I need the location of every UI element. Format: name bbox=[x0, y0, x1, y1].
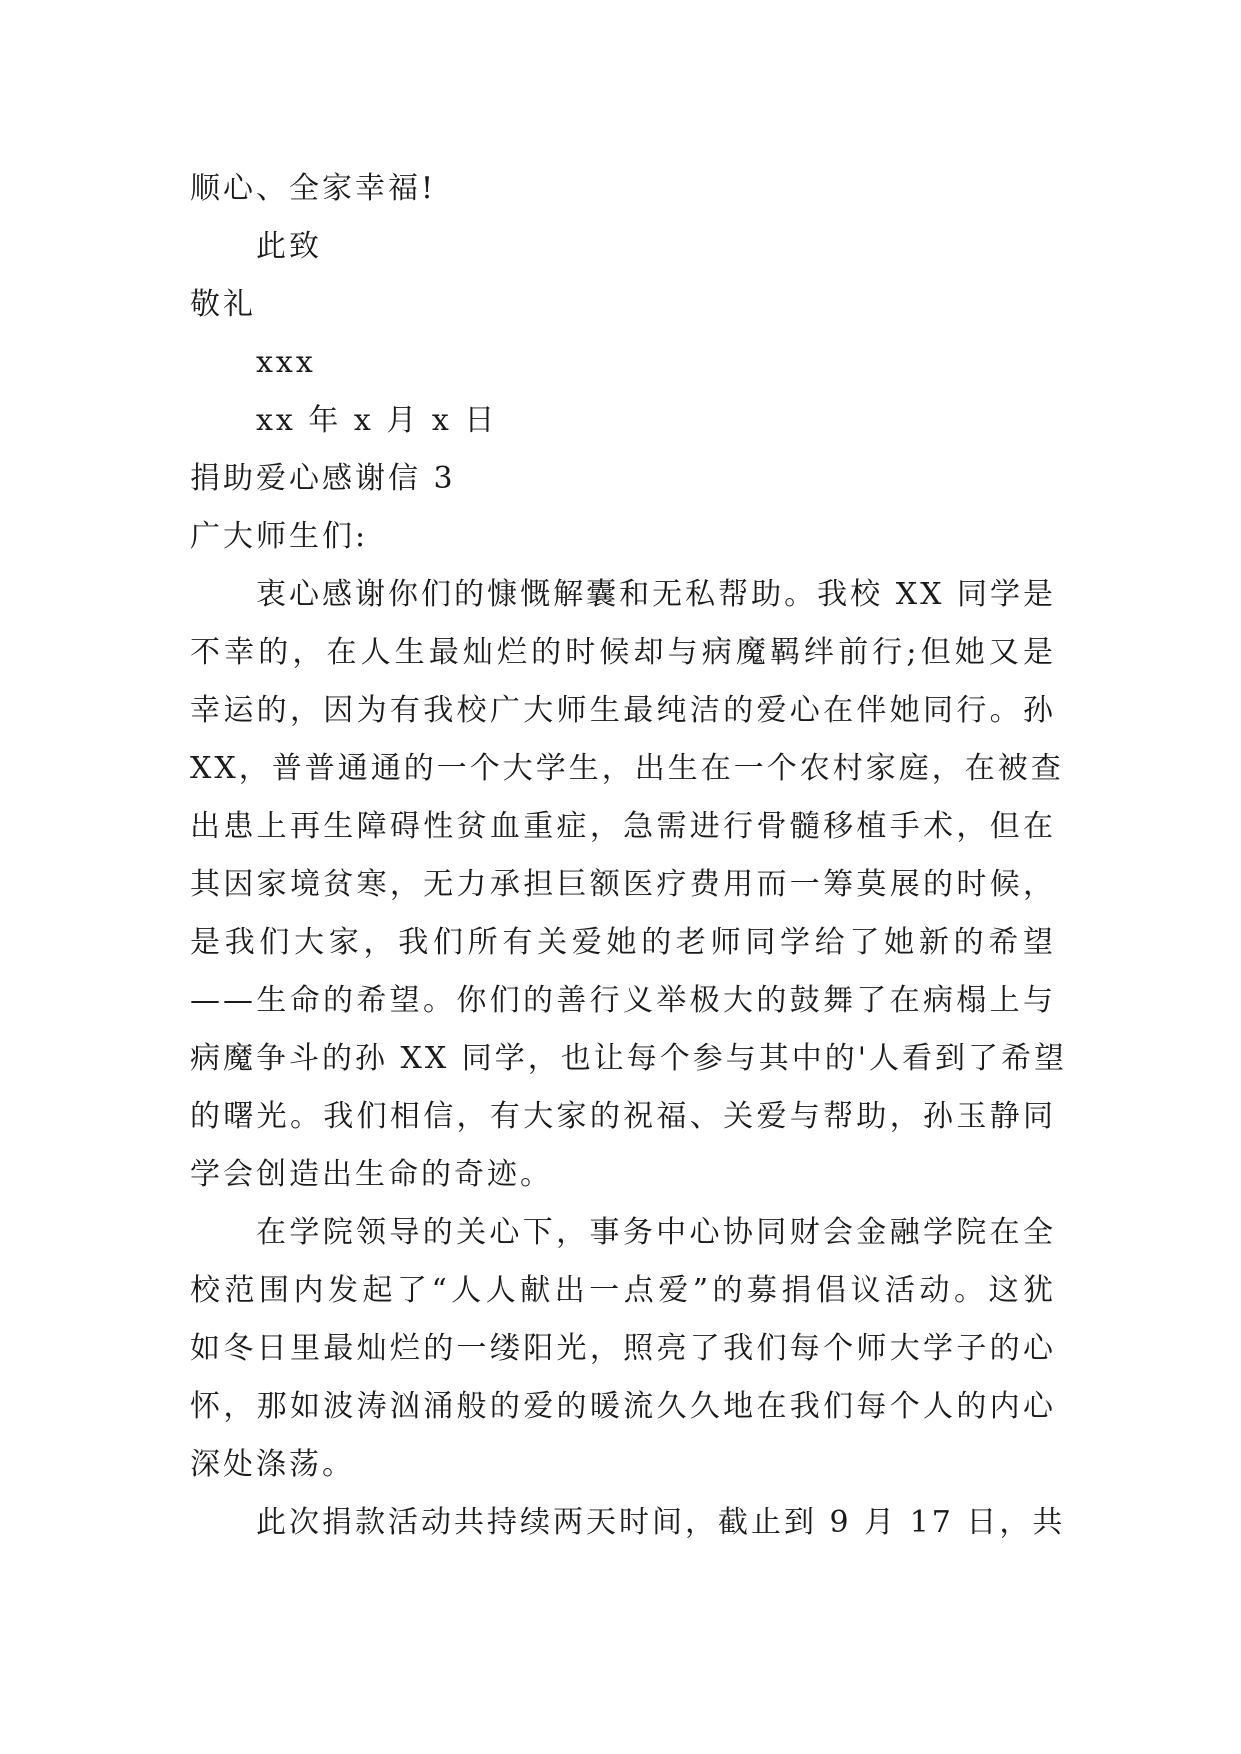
date-line: xx 年 x 月 x 日 bbox=[256, 403, 498, 438]
paragraph-3 bbox=[190, 1494, 1066, 1552]
paragraph-line: 在学院领导的关心下，事务中心协同财会金融学院在全 bbox=[256, 1215, 1056, 1250]
paragraph-line: 怀，那如波涛汹涌般的爱的暖流久久地在我们每个人的内心 bbox=[190, 1389, 1056, 1424]
paragraph-line: 衷心感谢你们的慷慨解囊和无私帮助。我校 XX 同学是 bbox=[256, 577, 1056, 612]
paragraph-line: 的曙光。我们相信，有大家的祝福、关爱与帮助，孙玉静同 bbox=[190, 1099, 1056, 1134]
paragraph-line: 深处涤荡。 bbox=[190, 1447, 355, 1482]
paragraph-line: 是我们大家，我们所有关爱她的老师同学给了她新的希望 bbox=[190, 925, 1056, 960]
signature: xxx bbox=[256, 345, 316, 380]
salutation-jingli: 敬礼 bbox=[190, 287, 256, 322]
paragraph-line: ——生命的希望。你们的善行义举极大的鼓舞了在病榻上与 bbox=[190, 983, 1056, 1018]
paragraph-line: 如冬日里最灿烂的一缕阳光，照亮了我们每个师大学子的心 bbox=[190, 1331, 1056, 1366]
letter-body bbox=[190, 160, 1068, 1552]
letter-title: 捐助爱心感谢信 3 bbox=[190, 461, 456, 496]
paragraph-line: 不幸的，在人生最灿烂的时候却与病魔羁绊前行;但她又是 bbox=[190, 635, 1056, 670]
paragraph-line: 此次捐款活动共持续两天时间，截止到 9 月 17 日，共 bbox=[256, 1505, 1066, 1540]
closing-wish-line: 顺心、全家幸福! bbox=[190, 171, 437, 206]
paragraph-line: 学会创造出生命的奇迹。 bbox=[190, 1157, 553, 1192]
letter-greeting: 广大师生们: bbox=[190, 519, 369, 554]
paragraph-line: 校范围内发起了“人人献出一点爱”的募捐倡议活动。这犹 bbox=[190, 1273, 1056, 1308]
paragraph-line: XX，普普通通的一个大学生，出生在一个农村家庭，在被查 bbox=[190, 751, 1064, 786]
paragraph-1 bbox=[190, 566, 1068, 1204]
paragraph-line: 其因家境贫寒，无力承担巨额医疗费用而一筹莫展的时候， bbox=[190, 867, 1056, 902]
paragraph-line: 出患上再生障碍性贫血重症，急需进行骨髓移植手术，但在 bbox=[190, 809, 1056, 844]
salutation-cizhi: 此致 bbox=[256, 229, 322, 264]
paragraph-line: 幸运的，因为有我校广大师生最纯洁的爱心在伴她同行。孙 bbox=[190, 693, 1056, 728]
paragraph-2 bbox=[190, 1204, 1056, 1494]
paragraph-line: 病魔争斗的孙 XX 同学，也让每个参与其中的'人看到了希望 bbox=[190, 1041, 1068, 1076]
